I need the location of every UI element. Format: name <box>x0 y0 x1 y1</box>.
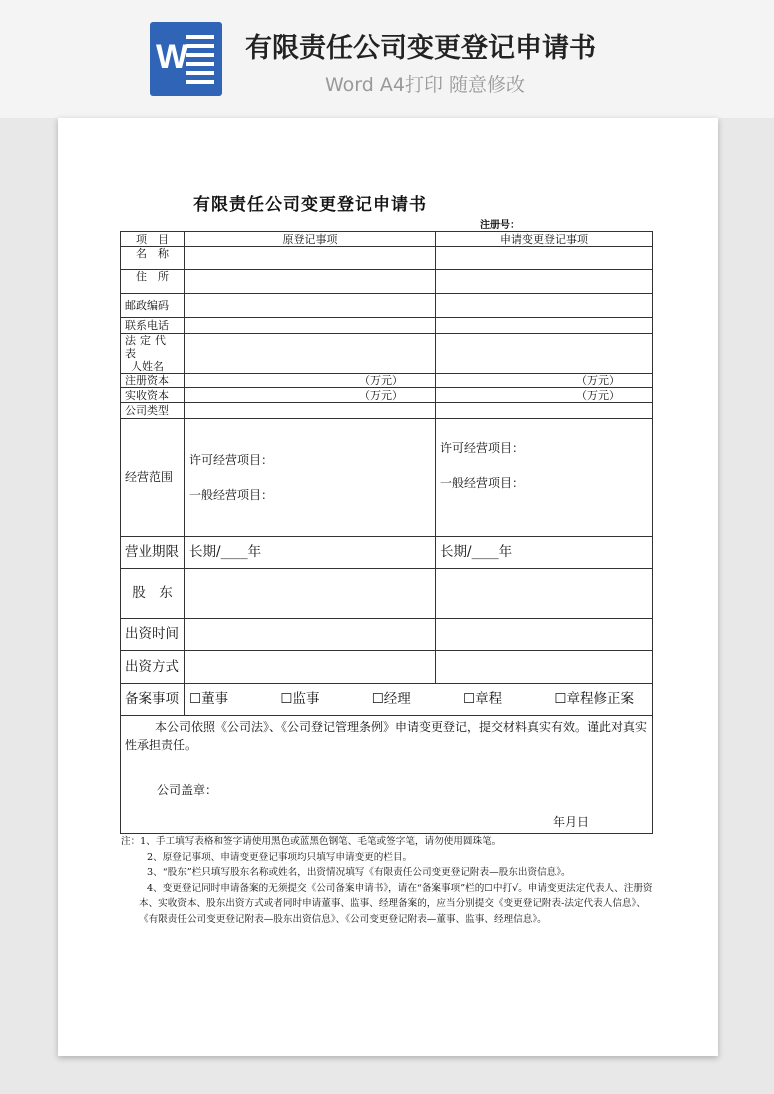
label-paid-capital: 实收资本 <box>121 388 185 403</box>
label-reg-capital: 注册资本 <box>121 374 185 388</box>
header-change: 申请变更登记事项 <box>436 232 653 247</box>
scope-general-original: 一般经营项目： <box>189 487 274 502</box>
row-filing <box>121 684 653 716</box>
field-invest-method-original[interactable] <box>185 651 436 684</box>
row-phone <box>121 318 653 334</box>
checkbox-director[interactable]: ☐董事 <box>189 691 229 707</box>
banner-subtitle: Word A4打印 随意修改 <box>325 74 526 96</box>
header-item: 项 目 <box>121 232 185 247</box>
row-name <box>121 247 653 270</box>
field-legal-rep-original[interactable] <box>185 334 436 374</box>
field-paid-capital-change[interactable]: （万元） <box>436 388 653 403</box>
label-company-type: 公司类型 <box>121 403 185 419</box>
row-paid-capital <box>121 388 653 403</box>
registration-number-label: 注册号： <box>480 220 520 231</box>
field-company-type-original[interactable] <box>185 403 436 419</box>
field-paid-capital-original[interactable]: （万元） <box>185 388 436 403</box>
statement-text: 本公司依照《公司法》、《公司登记管理条例》申请变更登记，提交材料真实有效。谨此对真实性承担责任。 <box>125 720 648 752</box>
field-address-original[interactable] <box>185 270 436 294</box>
field-name-change[interactable] <box>436 247 653 270</box>
field-scope-original[interactable] <box>185 419 436 537</box>
field-legal-rep-change[interactable] <box>436 334 653 374</box>
field-postcode-change[interactable] <box>436 294 653 318</box>
note-1: 注：1、手工填写表格和签字请使用黑色或蓝黑色钢笔、毛笔或签字笔，请勿使用圆珠笔。 <box>121 836 502 847</box>
scope-licensed-original: 许可经营项目： <box>189 452 274 467</box>
label-name: 名 称 <box>121 247 185 270</box>
field-scope-change[interactable] <box>436 419 653 537</box>
field-phone-change[interactable] <box>436 318 653 334</box>
row-invest-method <box>121 651 653 684</box>
row-company-type <box>121 403 653 419</box>
label-postcode: 邮政编码 <box>121 294 185 318</box>
label-invest-time: 出资时间 <box>121 619 185 651</box>
application-form-table <box>120 231 653 834</box>
label-filing: 备案事项 <box>121 684 185 716</box>
document-title: 有限责任公司变更登记申请书 <box>193 195 427 215</box>
checkbox-manager[interactable]: ☐经理 <box>371 691 411 707</box>
row-scope <box>121 419 653 537</box>
field-postcode-original[interactable] <box>185 294 436 318</box>
row-invest-time <box>121 619 653 651</box>
label-scope: 经营范围 <box>121 419 185 537</box>
label-term: 营业期限 <box>121 537 185 569</box>
header-original: 原登记事项 <box>185 232 436 247</box>
note-4: 4、变更登记同时申请备案的无须提交《公司备案申请书》，请在“备案事项”栏的☐中打√。申请变更法定代表人、注册资本、实收资本、股东出资方式或者同时申请董事、监事、经理备案的，应当分别提交《变更登记附表-法定代表人信息》、《有限责任公司变更登记附表—股东出资信息》、《公司变更登记附表—董事、监事、经理信息》。 <box>139 882 653 925</box>
banner <box>0 0 774 118</box>
field-shareholders-change[interactable] <box>436 569 653 619</box>
row-legal-rep <box>121 334 653 374</box>
row-statement <box>121 716 653 834</box>
label-legal-rep-line1: 法定代表 <box>125 334 170 360</box>
field-invest-method-change[interactable] <box>436 651 653 684</box>
note-3: 3、“股东”栏只填写股东名称或姓名，出资情况填写《有限责任公司变更登记附表—股东出资信息》。 <box>147 867 571 878</box>
row-shareholders <box>121 569 653 619</box>
field-company-type-change[interactable] <box>436 403 653 419</box>
header-row <box>121 232 653 247</box>
field-reg-capital-original[interactable]: （万元） <box>185 374 436 388</box>
field-invest-time-original[interactable] <box>185 619 436 651</box>
field-name-original[interactable] <box>185 247 436 270</box>
checkbox-supervisor[interactable]: ☐监事 <box>280 691 320 707</box>
label-invest-method: 出资方式 <box>121 651 185 684</box>
row-term <box>121 537 653 569</box>
field-phone-original[interactable] <box>185 318 436 334</box>
label-shareholders: 股 东 <box>121 569 185 619</box>
word-icon <box>150 22 222 96</box>
seal-label: 公司盖章： <box>157 783 218 797</box>
statement-cell <box>121 716 653 834</box>
label-phone: 联系电话 <box>121 318 185 334</box>
label-legal-rep <box>121 334 185 374</box>
scope-general-change: 一般经营项目： <box>440 476 525 490</box>
checkbox-articles-amendment[interactable]: ☐章程修正案 <box>554 691 634 707</box>
notes <box>121 834 653 927</box>
banner-title: 有限责任公司变更登记申请书 <box>245 33 596 64</box>
filing-options <box>185 684 653 716</box>
field-term-original[interactable]: 长期/____年 <box>185 537 436 569</box>
label-address: 住 所 <box>121 270 185 294</box>
checkbox-articles[interactable]: ☐章程 <box>463 691 503 707</box>
scope-licensed-change: 许可经营项目： <box>440 441 525 455</box>
label-legal-rep-line2: 人姓名 <box>131 360 164 373</box>
row-address <box>121 270 653 294</box>
field-shareholders-original[interactable] <box>185 569 436 619</box>
word-icon-letter: W <box>156 38 189 76</box>
field-reg-capital-change[interactable]: （万元） <box>436 374 653 388</box>
note-2: 2、原登记事项、申请变更登记事项均只填写申请变更的栏目。 <box>147 851 413 863</box>
field-term-change[interactable]: 长期/____年 <box>436 537 653 569</box>
field-invest-time-change[interactable] <box>436 619 653 651</box>
row-reg-capital <box>121 374 653 388</box>
field-address-change[interactable] <box>436 270 653 294</box>
date-label: 年月日 <box>553 815 590 829</box>
row-postcode <box>121 294 653 318</box>
